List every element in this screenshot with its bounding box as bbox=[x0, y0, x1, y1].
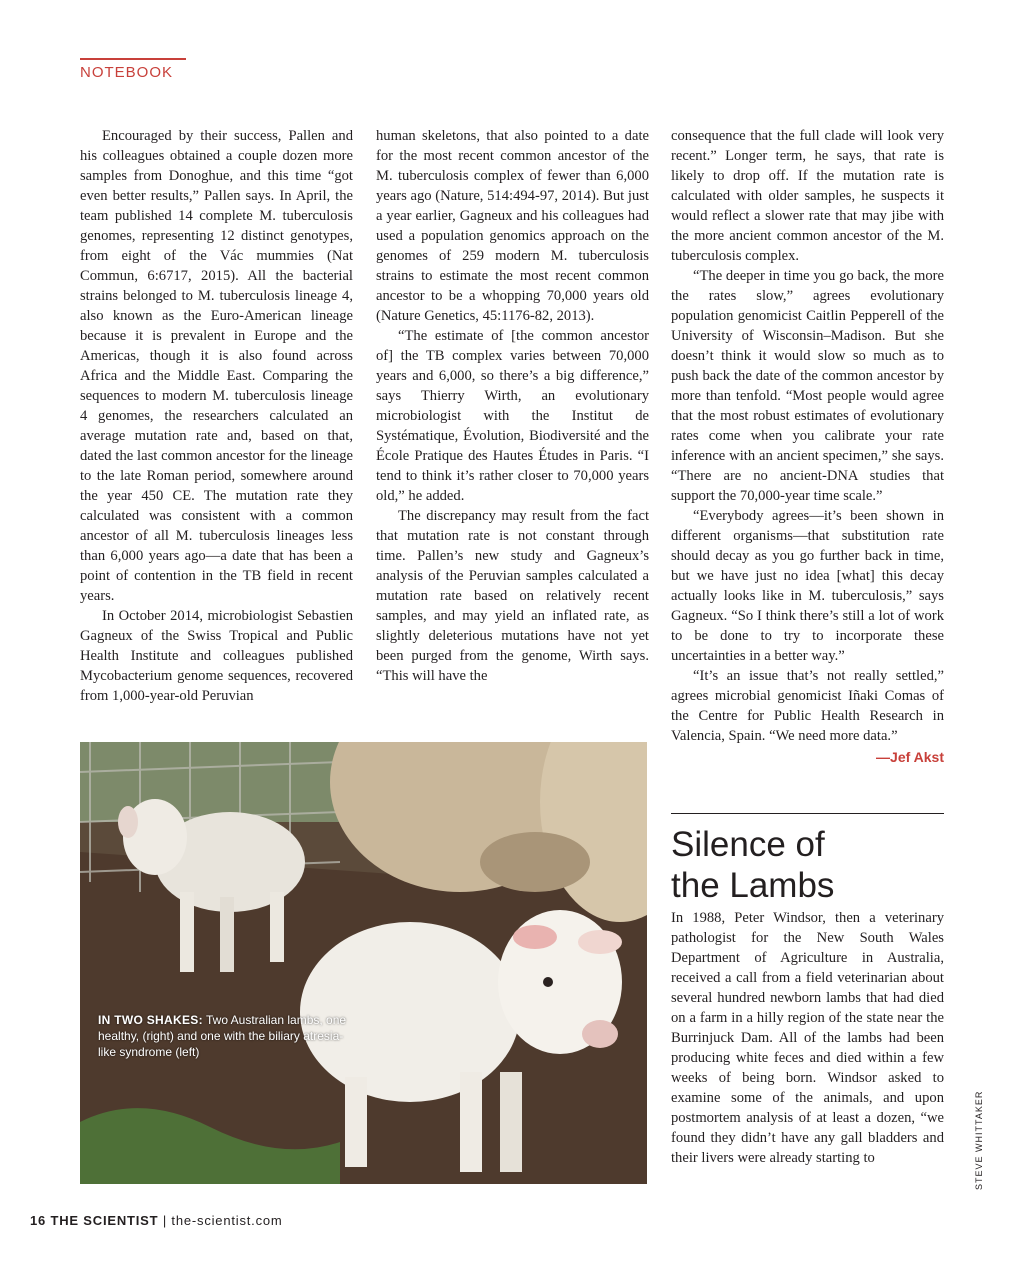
paragraph: human skeletons, that also pointed to a date for the most recent common ancestor of the M. tuberculosis complex of fewer than 6,000 years ago (Nature, 514:494-97, 2014). But just a year earlier, Gagneux and his colleagues had used a population genomics approach on the genomes of 259 modern M. tuberculosis strains to estimate the most recent common ancestor to be a whopping 70,000 years old (Nature Genetics, 45:1176-82, 2013). bbox=[376, 128, 649, 324]
footer-separator: | bbox=[162, 1213, 167, 1228]
byline: —Jef Akst bbox=[876, 749, 944, 765]
photo-caption bbox=[98, 1012, 348, 1060]
paragraph: “The deeper in time you go back, the more the rates slow,” agrees evolutionary population genomicist Caitlin Pepperell of the University of Wisconsin–Madison. But she doesn’t think it would slow so much as to push back the date of the common ancestor by more than tenfold. “Most people would agree that the most robust estimates of evolutionary rates come when you calibrate your rate inference with an ancient specimen,” she says. “There are no ancient-DNA studies that support the 70,000-year time scale.” bbox=[671, 268, 944, 504]
paragraph: In 1988, Peter Windsor, then a veterinary pathologist for the New South Wales Department of Agriculture in Australia, received a call from a field veterinarian about several hundred newborn lambs that had died on a farm in a hilly region of the state near the Burrinjuck Dam. All of the lambs had been producing white feces and died within a few weeks of being born. Windsor asked to examine some of the animals, and upon postmortem analysis of at least a dozen, “we found they didn’t have any gall bladders and their livers were already starting to bbox=[671, 910, 944, 1166]
paragraph: Encouraged by their success, Pallen and his colleagues obtained a couple dozen more samples from Donoghue, and this time “got even better results,” Pallen says. In April, the team published 14 complete M. tuberculosis genomes, representing 12 distinct genotypes, from eight of the Vác mummies (Nat Commun, 6:6717, 2015). All the bacterial strains belonged to M. tuberculosis lineage 4, also known as the Euro-American lineage because it is prevalent in Europe and the Americas, though it is also found across Africa and the Middle East. Comparing the sequences to modern M. tuberculosis lineage 4 genomes, the researchers calculated an average mutation rate and, based on that, dated the last common ancestor for the lineage to the late Roman period, somewhere around the year 450 CE. The mutation rate they calculated was consistent with a common ancestor of all M. tuberculosis lineages less than 6,000 years ago—a date that has been a point of contention in the TB field in recent years. bbox=[80, 128, 353, 604]
lambs-photo bbox=[80, 742, 647, 1184]
column-3 bbox=[671, 126, 944, 767]
footer-url: the-scientist.com bbox=[171, 1213, 283, 1228]
paragraph: “Everybody agrees—it’s been shown in different organisms—that substitution rate should decay as you go further back in time, but we have just no idea [what] this decay actually looks like in M. tuberculosis,” says Gagneux. “So I think there’s still a lot of work to be done to try to incorporate these uncertainties in a better way.” bbox=[671, 508, 944, 664]
sidebar-title bbox=[671, 824, 944, 906]
photo-credit: STEVE WHITTAKER bbox=[974, 1090, 984, 1190]
magazine-name: THE SCIENTIST bbox=[50, 1213, 159, 1228]
sidebar-body bbox=[671, 908, 944, 1168]
sidebar-rule bbox=[671, 813, 944, 814]
page-number: 16 bbox=[30, 1213, 47, 1228]
paragraph: The discrepancy may result from the fact that mutation rate is not constant through time. Pallen’s new study and Gagneux’s analysis of the Peruvian samples calculated a mutation rate based on relatively recent samples, and may yield an inflated rate, as slightly deleterious mutations have not yet been purged from the genome, Wirth says. “This will have the bbox=[376, 508, 649, 684]
column-1 bbox=[80, 126, 353, 706]
section-label: NOTEBOOK bbox=[80, 64, 174, 81]
caption-text: Two Australian lambs, one healthy, (right) and one with the biliary atresia-like syndrome (left) bbox=[98, 1013, 347, 1059]
caption-lead: IN TWO SHAKES: bbox=[98, 1013, 203, 1027]
lambs-illustration bbox=[80, 742, 647, 1184]
paragraph: consequence that the full clade will look very recent.” Longer term, he says, that rate is likely to drop off. If the mutation rate is calculated with older samples, he suspects it would reflect a slower rate that may jibe with the more ancient common ancestor of the M. tuberculosis complex. bbox=[671, 128, 944, 264]
column-2 bbox=[376, 126, 649, 686]
sidebar-title-line1: Silence of bbox=[671, 825, 825, 864]
page-footer bbox=[30, 1213, 283, 1228]
paragraph: “It’s an issue that’s not really settled,” agrees microbial genomicist Iñaki Comas of the Centre for Public Health Research in Valencia, Spain. “We need more data.” bbox=[671, 668, 944, 744]
paragraph: In October 2014, microbiologist Sebastien Gagneux of the Swiss Tropical and Public Health Institute and colleagues published Mycobacterium genome sequences, recovered from 1,000-year-old Peruvian bbox=[80, 608, 353, 704]
paragraph: “The estimate of [the common ancestor of] the TB complex varies between 70,000 years and 6,000, so there’s a big difference,” says Thierry Wirth, an evolutionary microbiologist with the Institut de Systématique, Évolution, Biodiversité and the École Pratique des Hautes Études in Paris. “I tend to think it’s rather closer to 70,000 years old,” he added. bbox=[376, 328, 649, 504]
section-rule bbox=[80, 58, 186, 60]
sidebar-title-line2: the Lambs bbox=[671, 866, 835, 905]
